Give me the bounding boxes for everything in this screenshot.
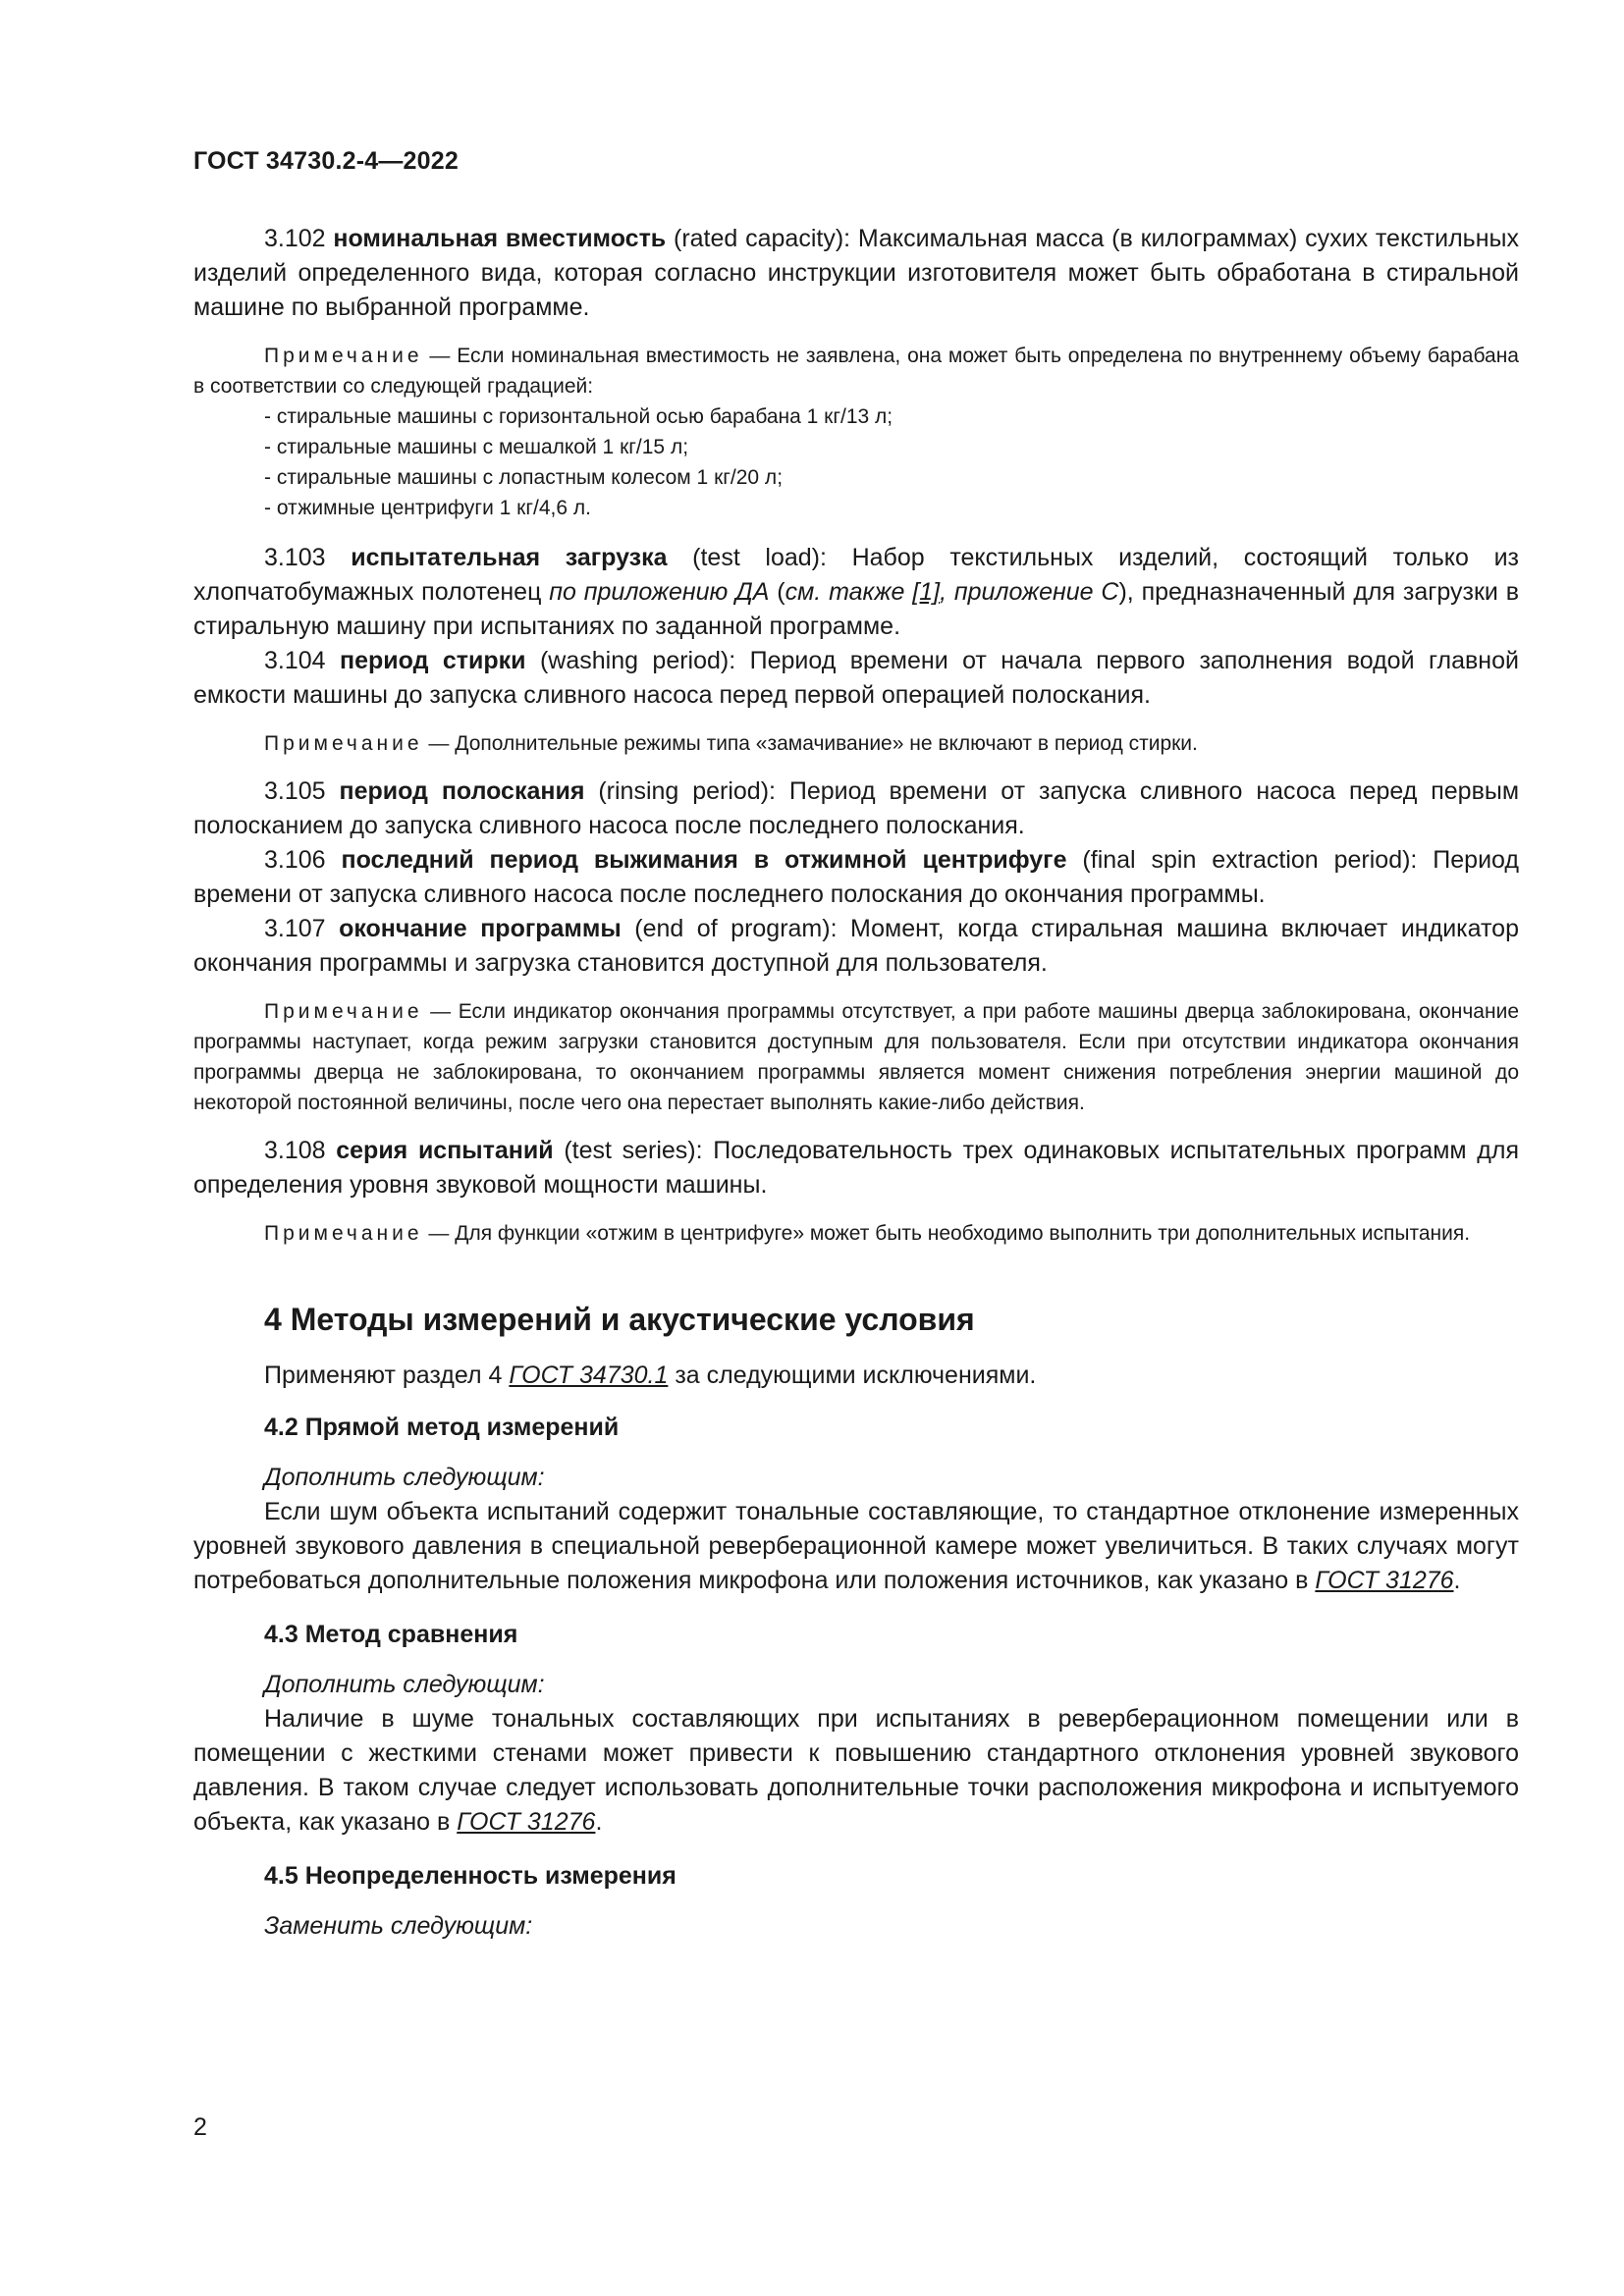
- subsection-4-3-text: [193, 1702, 1519, 1840]
- note-3-102: [193, 341, 1519, 401]
- text-fragment: (rinsing period): Период времени от запуска сливного насоса перед первым полосканием до запуска сливного насоса после последнего полоскания.: [193, 777, 1520, 839]
- note-3-108: [193, 1218, 1519, 1249]
- document-body: [193, 222, 1519, 1944]
- note-3-107: [193, 996, 1519, 1118]
- text-fragment: (washing period): Период времени от начала первого заполнения водой главной емкости машины до запуска сливного насоса перед первой операцией полоскания.: [193, 647, 1519, 709]
- text-fragment: (end of program): Момент, когда стиральная машина включает индикатор окончания программы и загрузка становится доступной для пользователя.: [193, 915, 1519, 977]
- subsection-4-5-heading: 4.5 Неопределенность измерения: [264, 1862, 677, 1890]
- note-label: Примечание: [264, 732, 423, 755]
- term-name: испытательная загрузка: [351, 544, 668, 571]
- list-item: - стиральные машины с горизонтальной осью барабана 1 кг/13 л;: [264, 405, 893, 428]
- definition-3-108: [193, 1134, 1519, 1202]
- list-item: - стиральные машины с мешалкой 1 кг/15 л;: [264, 436, 689, 458]
- text-fragment: Наличие в шуме тональных составляющих при испытаниях в реверберационном помещении или в помещении с жесткими стенами может привести к повышению стандартного отклонения уровней звукового давления. В таком случае следует использовать дополнительные точки расположения микрофона и испытуемого объекта, как указано в: [193, 1705, 1519, 1836]
- term-name: серия испытаний: [336, 1137, 554, 1164]
- document-code-header: ГОСТ 34730.2-4—2022: [193, 147, 459, 175]
- note-label: Примечание: [264, 1222, 423, 1245]
- term-name: период полоскания: [339, 777, 585, 805]
- definition-3-105: [193, 774, 1519, 843]
- text-fragment: 3.108: [264, 1137, 337, 1164]
- subsection-4-2-heading: 4.2 Прямой метод измерений: [264, 1414, 620, 1441]
- note-label: Примечание: [264, 1000, 423, 1023]
- subsection-4-5-instruction: Заменить следующим:: [264, 1912, 533, 1940]
- note-text: Дополнительные режимы типа «замачивание» не включают в период стирки.: [455, 732, 1198, 755]
- definition-3-104: [193, 644, 1519, 713]
- text-fragment: .: [595, 1808, 603, 1836]
- reference-link[interactable]: [1]: [912, 578, 941, 606]
- section-4-intro: [193, 1359, 1519, 1393]
- term-name: окончание программы: [339, 915, 622, 942]
- text-fragment: (test load): Набор текстильных изделий, состоящий только из хлопчатобумажных полотенец: [193, 544, 1519, 606]
- text-fragment: 3.104: [264, 647, 340, 674]
- definition-3-107: [193, 912, 1519, 981]
- subsection-4-3-instruction: Дополнить следующим:: [264, 1671, 545, 1698]
- note-3-104: [193, 728, 1519, 759]
- note-dash: —: [422, 345, 458, 367]
- reference-link[interactable]: ГОСТ 34730.1: [509, 1362, 669, 1389]
- capacity-gradation-list: [193, 401, 1519, 523]
- text-fragment: 3.103: [264, 544, 352, 571]
- text-fragment: 3.107: [264, 915, 340, 942]
- note-label: Примечание: [264, 345, 423, 367]
- note-dash: —: [422, 1222, 456, 1245]
- subsection-4-2-text: [193, 1495, 1519, 1598]
- note-text: Для функции «отжим в центрифуге» может быть необходимо выполнить три дополнительных испытания.: [455, 1222, 1471, 1245]
- text-fragment: (rated capacity): Максимальная масса (в килограммах) сухих текстильных изделий определенного вида, которая согласно инструкции изготовителя может быть обработана в стиральной машине по выбранной программе.: [193, 225, 1519, 321]
- page-number: 2: [193, 2113, 207, 2141]
- text-fragment: .: [1453, 1567, 1461, 1594]
- subsection-4-2-instruction: Дополнить следующим:: [264, 1464, 545, 1491]
- italic-fragment: , приложение С: [940, 578, 1119, 606]
- section-4-heading: 4 Методы измерений и акустические условия: [264, 1302, 975, 1337]
- term-name: период стирки: [339, 647, 526, 674]
- note-dash: —: [422, 1000, 459, 1023]
- text-fragment: за следующими исключениями.: [668, 1362, 1037, 1389]
- text-fragment: 3.102: [264, 225, 334, 252]
- text-fragment: (test series): Последовательность трех одинаковых испытательных программ для определения уровня звуковой мощности машины.: [193, 1137, 1519, 1199]
- text-fragment: ), предназначенный для загрузки в стиральную машину при испытаниях по заданной программе.: [193, 578, 1519, 640]
- subsection-4-3-heading: 4.3 Метод сравнения: [264, 1621, 518, 1648]
- text-fragment: Применяют раздел 4: [264, 1362, 510, 1389]
- text-fragment: (: [769, 578, 785, 606]
- reference-link[interactable]: ГОСТ 31276: [1315, 1567, 1454, 1594]
- definition-3-102: [193, 222, 1519, 325]
- list-item: - отжимные центрифуги 1 кг/4,6 л.: [264, 497, 591, 519]
- text-fragment: Если шум объекта испытаний содержит тональные составляющие, то стандартное отклонение измеренных уровней звукового давления в специальной реверберационной камере может увеличиться. В таких случаях могут потребоваться дополнительные положения микрофона или положения источников, как указано в: [193, 1498, 1519, 1594]
- note-text: Если индикатор окончания программы отсутствует, а при работе машины дверца заблокирована, окончание программы наступает, когда режим загрузки становится доступным для пользователя. Если при отсутствии индикатора окончания программы дверца не заблокирована, то окончанием программы является момент снижения потребления энергии машиной до некоторой постоянной величины, после чего она перестает выполнять какие-либо действия.: [193, 1000, 1519, 1114]
- definition-3-103: [193, 541, 1519, 644]
- list-item: - стиральные машины с лопастным колесом 1 кг/20 л;: [264, 466, 784, 489]
- text-fragment: (final spin extraction period): Период времени от запуска сливного насоса после последнего полоскания до окончания программы.: [193, 846, 1519, 908]
- term-name: последний период выжимания в отжимной центрифуге: [341, 846, 1067, 874]
- italic-fragment: по приложению ДА: [549, 578, 770, 606]
- text-fragment: 3.105: [264, 777, 340, 805]
- note-dash: —: [422, 732, 456, 755]
- italic-fragment: см. также: [785, 578, 913, 606]
- term-name: номинальная вместимость: [333, 225, 667, 252]
- reference-link[interactable]: ГОСТ 31276: [457, 1808, 596, 1836]
- text-fragment: 3.106: [264, 846, 342, 874]
- note-text: Если номинальная вместимость не заявлена, она может быть определена по внутреннему объему барабана в соответствии со следующей градацией:: [193, 345, 1519, 398]
- definition-3-106: [193, 843, 1519, 912]
